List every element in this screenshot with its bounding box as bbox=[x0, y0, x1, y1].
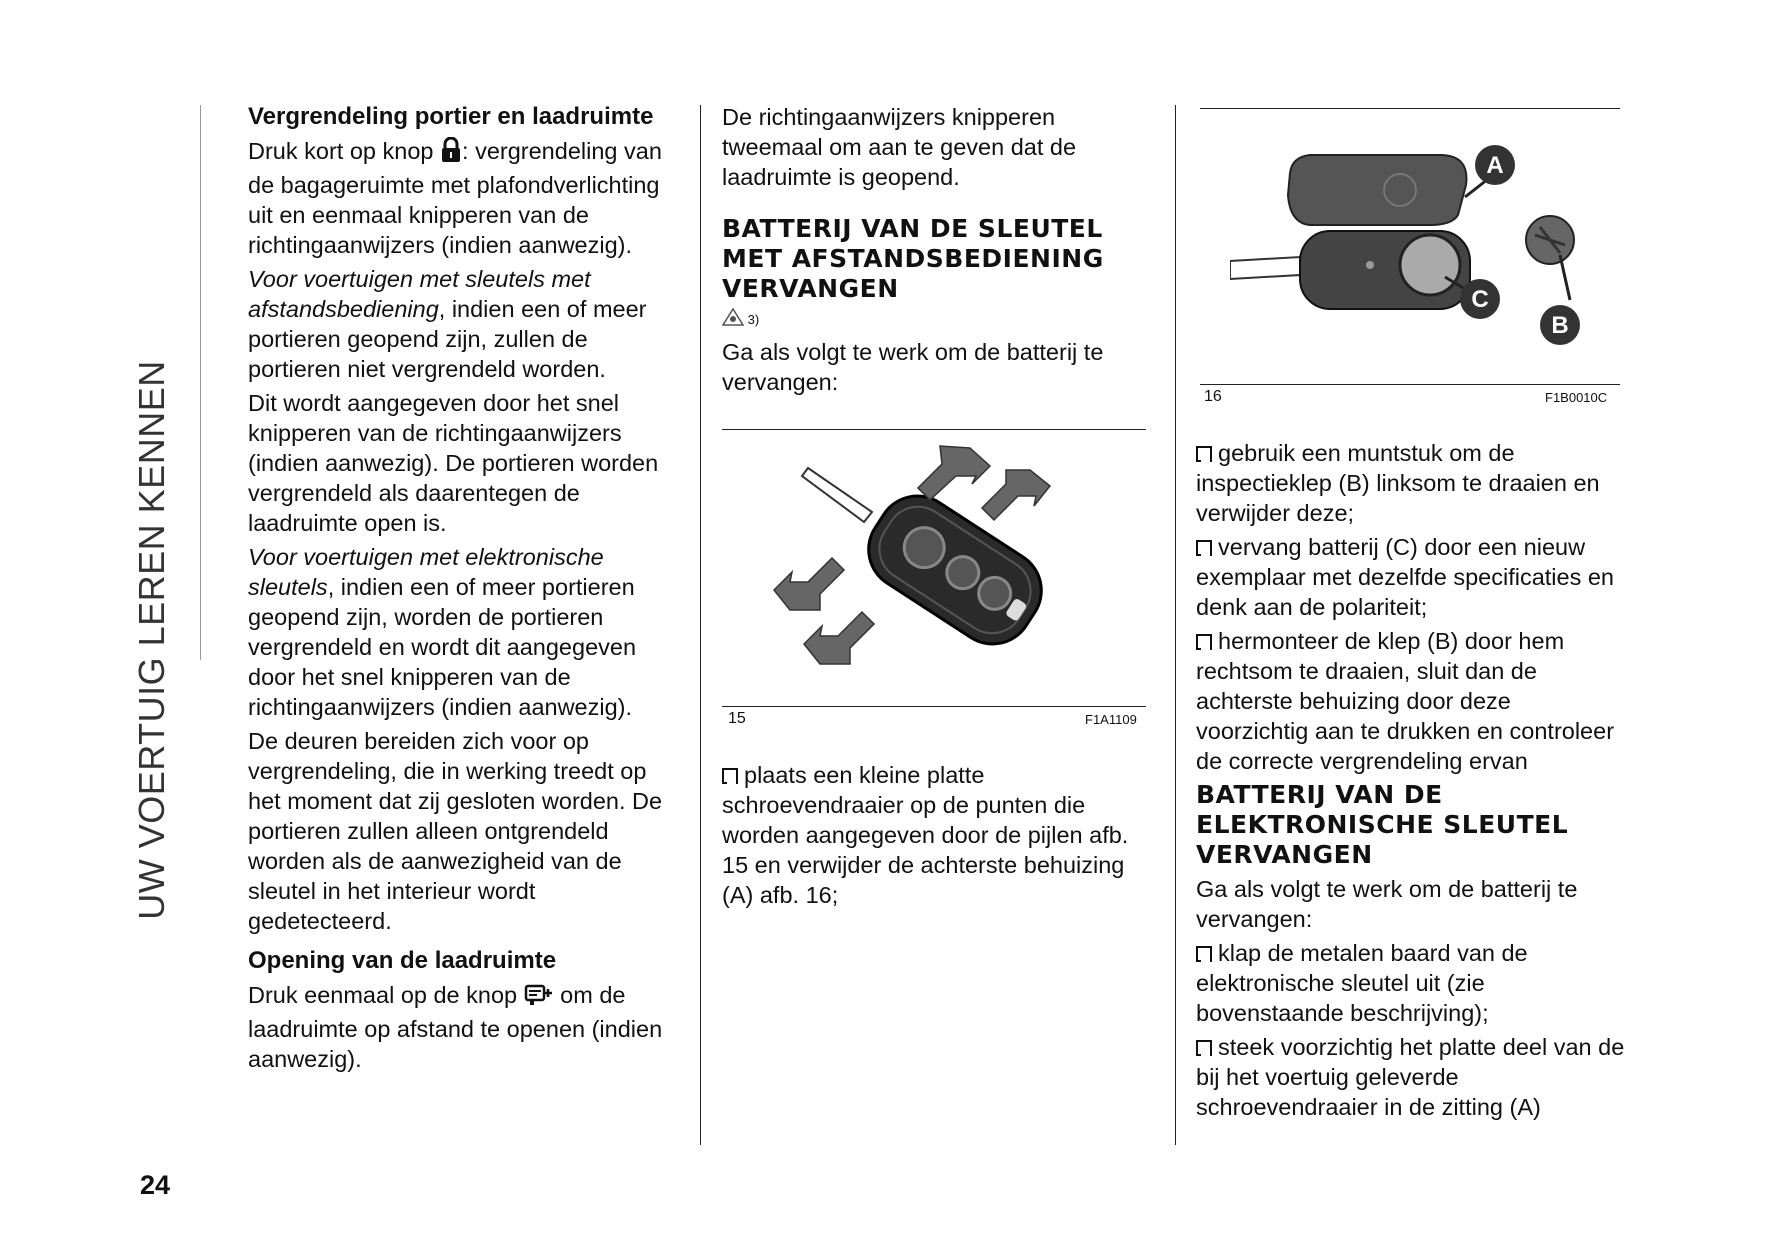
heading-opening: Opening van de laadruimte bbox=[248, 947, 557, 974]
bullet-text: plaats een kleine platte schroevendraaier op de punten die worden aangegeven door de pijlen afb. 15 en verwijder de achterste behuizing (A) afb. 16; bbox=[722, 762, 1129, 908]
heading-vergrendeling: Vergrendeling portier en laadruimte bbox=[248, 103, 654, 130]
paragraph-remote-keys bbox=[248, 264, 678, 384]
bullet-text: steek voorzichtig het platte deel van de bij het voertuig geleverde schroevendraaier in de zitting (A) bbox=[1196, 1034, 1625, 1120]
warning-reference bbox=[722, 308, 1152, 331]
figure-16-key-parts-image bbox=[1230, 135, 1620, 355]
p6-before: Druk eenmaal op de knop bbox=[248, 982, 524, 1008]
bullet-icon bbox=[1196, 446, 1210, 462]
lock-icon bbox=[440, 137, 462, 170]
paragraph-replace-intro-2: Ga als volgt te werk om de batterij te vervangen: bbox=[1196, 876, 1578, 932]
p6-after: om de laadruimte op afstand te openen (indien aanwezig). bbox=[248, 982, 663, 1072]
p2-italic: Voor voertuigen met sleutels met afstandsbediening bbox=[248, 266, 591, 322]
trunk-open-icon bbox=[524, 983, 554, 1014]
list-item-coin bbox=[1196, 438, 1628, 528]
paragraph-turn-signals: De richtingaanwijzers knipperen tweemaal om aan te geven dat de laadruimte is geopend. bbox=[722, 104, 1077, 190]
bullet-icon bbox=[1196, 634, 1210, 650]
paragraph-indicator: Dit wordt aangegeven door het snel knipperen van de richtingaanwijzers (indien aanwezig). De portieren worden vergrendeld als daarentegen de laadruimte open is. bbox=[248, 390, 659, 536]
bullet-text: klap de metalen baard van de elektronische sleutel uit (zie bovenstaande beschrijving); bbox=[1196, 940, 1528, 1026]
bullet-icon bbox=[1196, 540, 1210, 556]
p2-rest: , indien een of meer portieren geopend zijn, zullen de portieren niet vergrendeld worden. bbox=[248, 296, 647, 382]
list-item-replace-battery bbox=[1196, 532, 1628, 622]
figure-16-bottom-rule bbox=[1200, 384, 1620, 385]
column-2-lower bbox=[722, 760, 1142, 914]
figure-16-number: 16 bbox=[1204, 388, 1222, 405]
callout-a: A bbox=[1486, 152, 1504, 179]
bullet-text: vervang batterij (C) door een nieuw exemplaar met dezelfde specificaties en denk aan de polariteit; bbox=[1196, 534, 1614, 620]
column-1 bbox=[248, 102, 678, 1078]
callout-c: C bbox=[1471, 286, 1489, 313]
paragraph-replace-intro: Ga als volgt te werk om de batterij te vervangen: bbox=[722, 339, 1104, 395]
list-item-fold-blade bbox=[1196, 938, 1628, 1028]
column-divider-2 bbox=[1175, 105, 1176, 1145]
paragraph-trunk-button bbox=[248, 980, 678, 1074]
figure-15-top-rule bbox=[722, 429, 1146, 430]
p1-before: Druk kort op knop bbox=[248, 138, 441, 164]
page-number: 24 bbox=[140, 1170, 171, 1200]
figure-15-code: F1A1109 bbox=[1085, 712, 1137, 727]
callout-b: B bbox=[1551, 312, 1569, 339]
figure-16-top-rule bbox=[1200, 108, 1620, 109]
p4-rest: , indien een of meer portieren geopend zijn, worden de portieren vergrendeld en wordt dit aangegeven door het snel knipperen van de richtingaanwijzers (indien aanwezig). bbox=[248, 574, 637, 720]
figure-15-number: 15 bbox=[728, 710, 746, 727]
paragraph-electronic-keys bbox=[248, 542, 678, 722]
paragraph-doors: De deuren bereiden zich voor op vergrendeling, die in werking treedt op het moment dat zij gesloten worden. De portieren zullen alleen ontgrendeld worden als de aanwezigheid van de sleutel in het interieur wordt gedetecteerd. bbox=[248, 728, 663, 934]
heading-battery-remote: BATTERIJ VAN DE SLEUTEL MET AFSTANDSBEDIENING VERVANGEN bbox=[722, 214, 1104, 303]
bullet-icon bbox=[1196, 1040, 1210, 1056]
list-item-insert-screwdriver bbox=[1196, 1032, 1628, 1122]
bullet-text: hermonteer de klep (B) door hem rechtsom te draaien, sluit dan de achterste behuizing door deze voorzichtig aan te drukken en controleer de correcte vergrendeling ervan bbox=[1196, 628, 1615, 774]
list-item-screwdriver bbox=[722, 760, 1142, 910]
figure-16-code: F1B0010C bbox=[1545, 390, 1608, 405]
warning-ref-text: 3) bbox=[747, 312, 760, 327]
column-3 bbox=[1196, 438, 1628, 1126]
side-divider bbox=[200, 105, 201, 660]
warning-icon bbox=[722, 308, 744, 331]
figure-15-bottom-rule bbox=[722, 706, 1146, 707]
list-item-refit-cover bbox=[1196, 626, 1628, 776]
bullet-icon bbox=[722, 768, 736, 784]
bullet-icon bbox=[1196, 946, 1210, 962]
column-2 bbox=[722, 102, 1152, 401]
p1-after: : vergrendeling van de bagageruimte met plafondverlichting uit en eenmaal knipperen van de richtingaanwijzers (indien aanwezig). bbox=[248, 138, 662, 258]
heading-battery-electronic: BATTERIJ VAN DE ELEKTRONISCHE SLEUTEL VERVANGEN bbox=[1196, 780, 1569, 869]
bullet-text: gebruik een muntstuk om de inspectieklep (B) linksom te draaien en verwijder deze; bbox=[1196, 440, 1600, 526]
p4-italic: Voor voertuigen met elektronische sleutels bbox=[248, 544, 604, 600]
figure-15-key-image bbox=[760, 440, 1120, 695]
paragraph-lock-button bbox=[248, 136, 678, 260]
side-section-title: UW VOERTUIG LEREN KENNEN bbox=[131, 360, 172, 920]
column-divider-1 bbox=[700, 105, 701, 1145]
